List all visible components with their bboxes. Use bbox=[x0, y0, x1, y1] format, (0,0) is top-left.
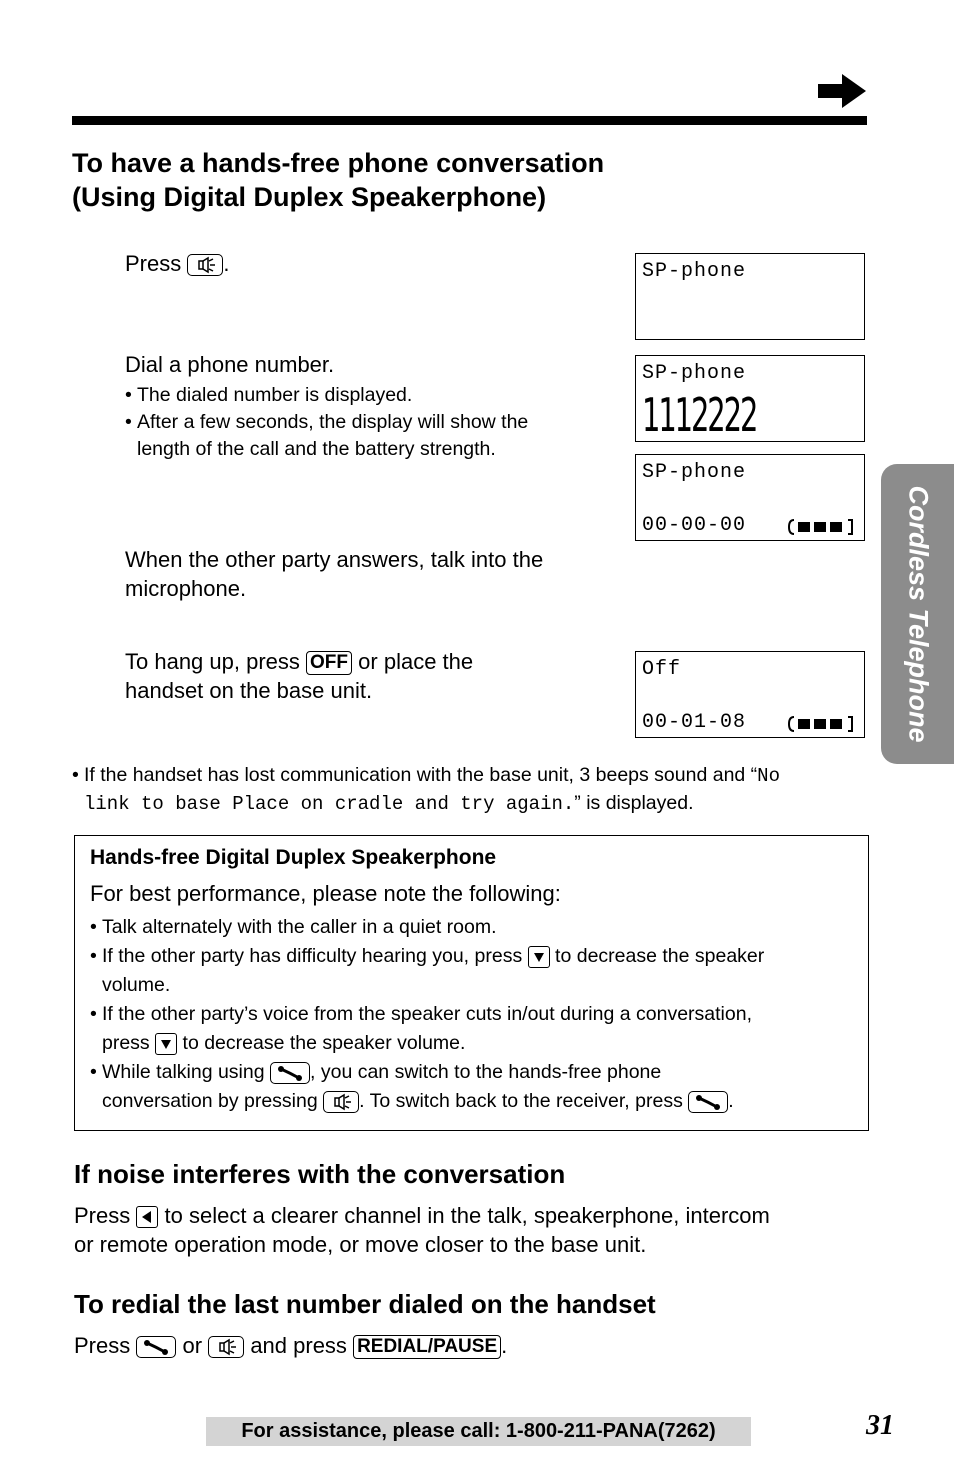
off-key: OFF bbox=[306, 651, 352, 675]
down-key-icon bbox=[155, 1033, 177, 1055]
talk-key-icon bbox=[136, 1336, 176, 1358]
footer-assistance: For assistance, please call: 1-800-211-PANA(7262) bbox=[206, 1417, 751, 1446]
redial-pause-key: REDIAL/PAUSE bbox=[353, 1335, 501, 1359]
talk-key-icon bbox=[270, 1062, 310, 1084]
left-key-icon bbox=[136, 1206, 158, 1228]
step-talk: When the other party answers, talk into the microphone. bbox=[125, 547, 544, 601]
side-tab: Cordless Telephone bbox=[881, 464, 954, 764]
step-press-speaker: Press . bbox=[125, 251, 230, 276]
right-arrow-icon bbox=[818, 74, 866, 108]
down-key-icon bbox=[528, 946, 550, 968]
noise-section-title: If noise interferes with the conversation bbox=[74, 1159, 566, 1189]
lcd-display: SP-phone 1112222 bbox=[635, 355, 865, 442]
talk-key-icon bbox=[688, 1091, 728, 1113]
lcd-display: SP-phone 00-00-00 bbox=[635, 454, 865, 541]
section-title: To have a hands-free phone conversation (Using Digital Duplex Speakerphone) bbox=[72, 148, 605, 212]
redial-section-text: Press or and press REDIAL/PAUSE . bbox=[74, 1333, 508, 1358]
speaker-key-icon bbox=[187, 254, 223, 276]
info-box-intro: For best performance, please note the following: bbox=[90, 881, 561, 906]
speakerphone-info-box bbox=[74, 835, 869, 1131]
page-number: 31 bbox=[866, 1410, 894, 1441]
redial-section-title: To redial the last number dialed on the handset bbox=[74, 1289, 656, 1319]
lcd-display: Off 00-01-08 bbox=[635, 651, 865, 738]
battery-icon bbox=[786, 715, 856, 733]
speaker-key-icon bbox=[323, 1091, 359, 1113]
lost-link-note: • If the handset has lost communication with the base unit, 3 beeps sound and “No link to base Place on cradle and try again.” is displayed. bbox=[72, 764, 780, 815]
step-hang-up: To hang up, press OFF or place the handset on the base unit. bbox=[125, 649, 474, 703]
noise-section-text: Press to select a clearer channel in the talk, speakerphone, intercom or remote operation mode, or move closer to the base unit. bbox=[74, 1203, 770, 1257]
info-box-bullets: • Talk alternately with the caller in a quiet room. • If the other party has difficulty hearing you, press to decrease the speaker volume. • If the other party’s voice from the speaker cuts in/out during a conversation, press to decrease the speaker volume. • While talking using , you can switch to the hands-free phone conversation by pressing . To switch back to the receiver, press . bbox=[90, 916, 765, 1112]
lcd-display: SP-phone bbox=[635, 253, 865, 340]
speaker-key-icon bbox=[208, 1336, 244, 1358]
battery-icon bbox=[786, 518, 856, 536]
info-box-title: Hands-free Digital Duplex Speakerphone bbox=[90, 846, 497, 869]
header-rule bbox=[72, 116, 867, 125]
step-dial: Dial a phone number. • The dialed number is displayed. • After a few seconds, the display will show the length of the call and the battery strength. bbox=[125, 352, 529, 460]
